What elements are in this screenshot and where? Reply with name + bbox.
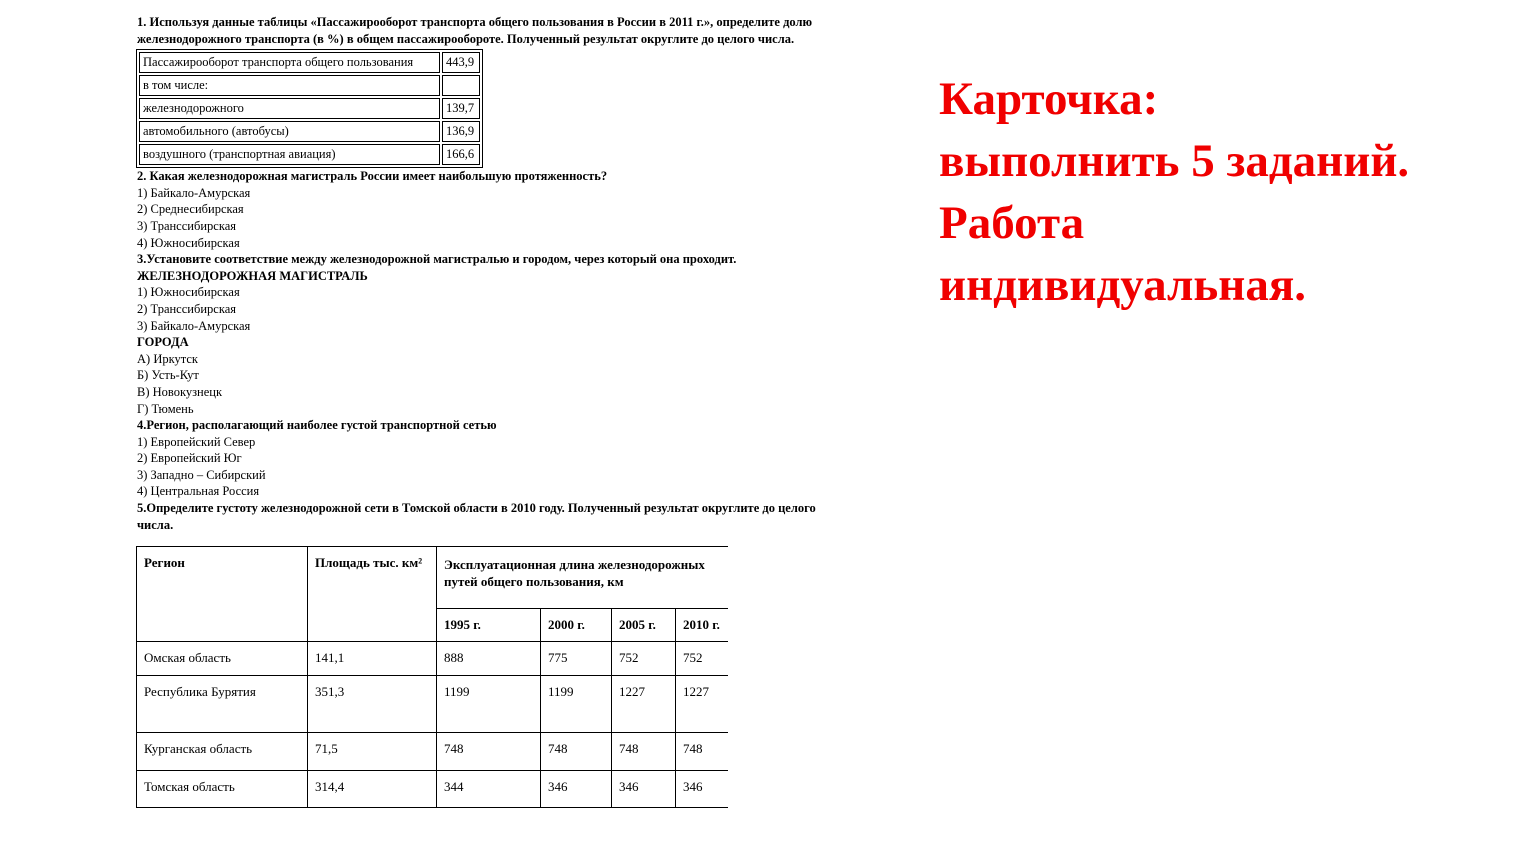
cell-value: 346 bbox=[612, 771, 676, 808]
card-line: Карточка: bbox=[939, 73, 1159, 125]
table-cell-label: Пассажирооборот транспорта общего пользования bbox=[139, 52, 440, 73]
header-year: 1995 г. bbox=[437, 609, 541, 642]
assignment-card-title bbox=[939, 68, 1499, 316]
table-cell-label: железнодорожного bbox=[139, 98, 440, 119]
header-area: Площадь тыс. км² bbox=[308, 547, 437, 642]
table-row bbox=[139, 121, 480, 142]
cell-value: 748 bbox=[437, 733, 541, 771]
table-cell-label: автомобильного (автобусы) bbox=[139, 121, 440, 142]
task-document bbox=[137, 14, 847, 533]
cell-value: 346 bbox=[541, 771, 612, 808]
header-year: 2000 г. bbox=[541, 609, 612, 642]
question-3-heading-roads: ЖЕЛЕЗНОДОРОЖНАЯ МАГИСТРАЛЬ bbox=[137, 268, 368, 283]
cell-value: 748 bbox=[612, 733, 676, 771]
question-3-text: 3.Установите соответствие между железнодорожной магистралью и городом, через который она проходит. bbox=[137, 252, 737, 267]
cell-region: Томская область bbox=[137, 771, 308, 808]
question-4-text: 4.Регион, располагающий наиболее густой транспортной сетью bbox=[137, 418, 497, 433]
header-length: Эксплуатационная длина железнодорожных путей общего пользования, км bbox=[437, 547, 729, 609]
question-1-text: 1. Используя данные таблицы «Пассажирооборот транспорта общего пользования в России в 2011 г.», определите долю железнодорожного транспорта (в %) в общем пассажирообороте. Полученный результат округлите до целого числа. bbox=[137, 15, 813, 46]
table-cell-label: воздушного (транспортная авиация) bbox=[139, 144, 440, 165]
cell-region: Курганская область bbox=[137, 733, 308, 771]
cell-value: 346 bbox=[676, 771, 729, 808]
question-3-heading-cities: ГОРОДА bbox=[137, 335, 189, 350]
cell-area: 71,5 bbox=[308, 733, 437, 771]
table-cell-value: 166,6 bbox=[442, 144, 480, 165]
cell-value: 752 bbox=[676, 642, 729, 676]
cell-region: Омская область bbox=[137, 642, 308, 676]
cell-region: Республика Бурятия bbox=[137, 676, 308, 733]
table-row bbox=[139, 75, 480, 96]
question-3-road: 3) Байкало-Амурская bbox=[137, 318, 251, 333]
table-row bbox=[139, 98, 480, 119]
question-2-option: 2) Среднесибирская bbox=[137, 202, 244, 217]
header-region: Регион bbox=[137, 547, 308, 642]
question-4-option: 3) Западно – Сибирский bbox=[137, 467, 266, 482]
table-cell-value: 139,7 bbox=[442, 98, 480, 119]
cell-value: 1199 bbox=[541, 676, 612, 733]
cell-value: 748 bbox=[541, 733, 612, 771]
cell-value: 344 bbox=[437, 771, 541, 808]
table-header-row bbox=[137, 547, 729, 609]
cell-value: 775 bbox=[541, 642, 612, 676]
table-row bbox=[139, 144, 480, 165]
cell-value: 1199 bbox=[437, 676, 541, 733]
railway-density-table bbox=[136, 546, 728, 808]
table-cell-label: в том числе: bbox=[139, 75, 440, 96]
card-line: индивидуальная. bbox=[939, 259, 1307, 311]
table-cell-value: 443,9 bbox=[442, 52, 480, 73]
passenger-turnover-table bbox=[136, 49, 483, 168]
question-2-option: 4) Южносибирская bbox=[137, 235, 240, 250]
table-row bbox=[137, 771, 729, 808]
cell-value: 752 bbox=[612, 642, 676, 676]
question-3-city: Б) Усть-Кут bbox=[137, 368, 199, 383]
question-3-road: 1) Южносибирская bbox=[137, 285, 240, 300]
question-3-road: 2) Транссибирская bbox=[137, 301, 236, 316]
question-3-city: Г) Тюмень bbox=[137, 401, 194, 416]
table-row bbox=[139, 52, 480, 73]
card-line: выполнить 5 заданий. bbox=[939, 135, 1410, 187]
cell-area: 314,4 bbox=[308, 771, 437, 808]
table-row bbox=[137, 676, 729, 733]
cell-value: 748 bbox=[676, 733, 729, 771]
question-4-option: 2) Европейский Юг bbox=[137, 451, 242, 466]
table-cell-value: 136,9 bbox=[442, 121, 480, 142]
table-row bbox=[137, 733, 729, 771]
question-2-option: 1) Байкало-Амурская bbox=[137, 185, 251, 200]
question-4-option: 1) Европейский Север bbox=[137, 434, 256, 449]
cell-area: 351,3 bbox=[308, 676, 437, 733]
question-3-city: А) Иркутск bbox=[137, 351, 198, 366]
table-cell-value bbox=[442, 75, 480, 96]
question-2-option: 3) Транссибирская bbox=[137, 218, 236, 233]
question-2-text: 2. Какая железнодорожная магистраль России имеет наибольшую протяженность? bbox=[137, 169, 608, 184]
cell-area: 141,1 bbox=[308, 642, 437, 676]
cell-value: 1227 bbox=[612, 676, 676, 733]
cell-value: 888 bbox=[437, 642, 541, 676]
question-5-text: 5.Определите густоту железнодорожной сети в Томской области в 2010 году. Полученный результат округлите до целого числа. bbox=[137, 501, 816, 532]
header-year: 2005 г. bbox=[612, 609, 676, 642]
table-row bbox=[137, 642, 729, 676]
card-line: Работа bbox=[939, 197, 1085, 249]
question-4-option: 4) Центральная Россия bbox=[137, 484, 260, 499]
cell-value: 1227 bbox=[676, 676, 729, 733]
question-3-city: В) Новокузнецк bbox=[137, 384, 223, 399]
header-year: 2010 г. bbox=[676, 609, 729, 642]
